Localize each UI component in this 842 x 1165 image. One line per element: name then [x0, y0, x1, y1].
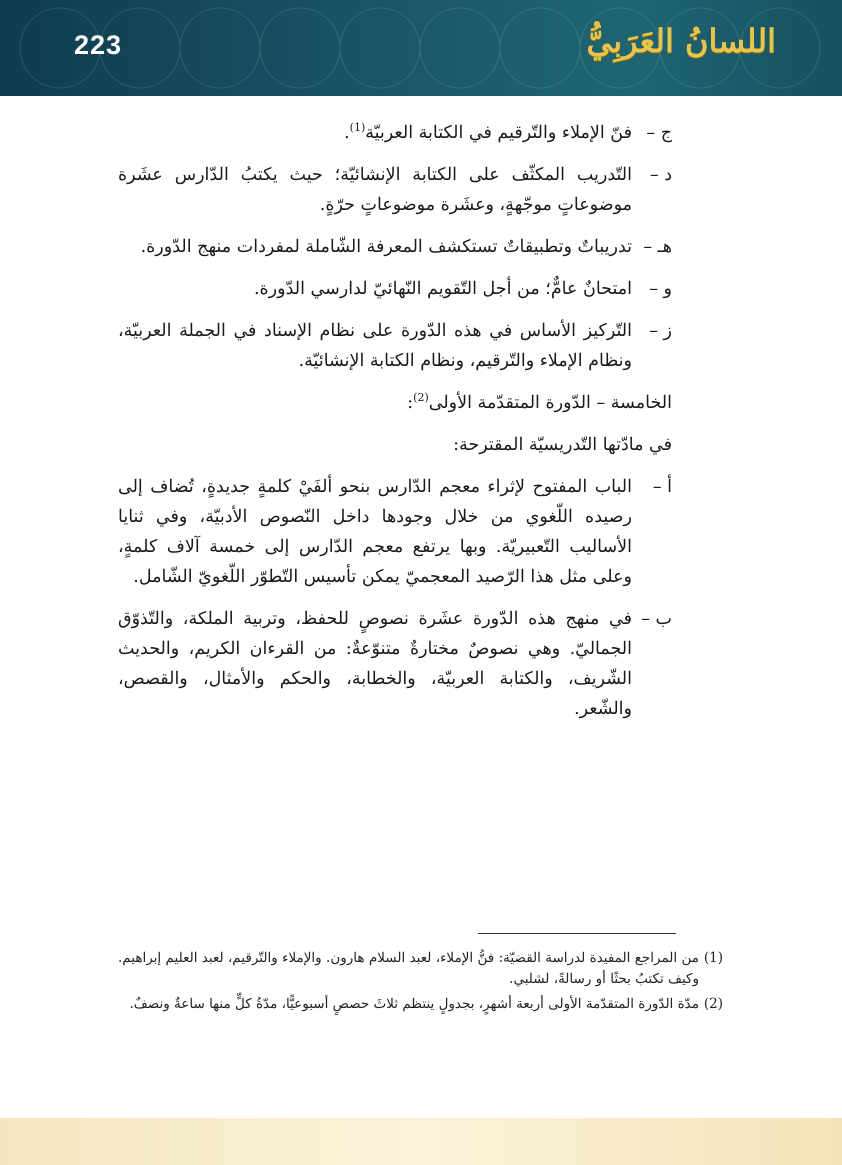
list-item — [118, 160, 672, 220]
item-text: في منهج هذه الدّورة عشَرة نصوصٍ للحفظ، وتربية الملكة، والتّذوّق الجماليّ. وهي نصوصٌ مختارةٌ متنوّعةٌ: من القرءان الكريم، والحديث الشّريف، والكتابة العربيّة، والخطابة، والحكم والأمثال، والقصص، والشّعر. — [118, 609, 632, 719]
footnote-marker: (1) — [703, 950, 723, 966]
list-item — [118, 274, 672, 304]
item-text: التّركيز الأساس في هذه الدّورة على نظام الإسناد في الجملة العربيّة، ونظام الإملاء والتّرقيم، ونظام الكتابة الإنشائيّة. — [118, 321, 632, 371]
item-text: امتحانٌ عامٌّ؛ من أجل التّقويم النّهائيّ لدارسي الدّورة. — [253, 279, 632, 299]
item-text: التّدريب المكثّف على الكتابة الإنشائيّة؛ حيث يكتبُ الدّارس عشَرة موضوعاتٍ موجّهةٍ، وعشَرة موضوعاتٍ حرّةٍ. — [118, 165, 632, 215]
item-marker: هـ – — [643, 237, 672, 257]
footnote-ref[interactable]: (1) — [349, 121, 366, 135]
list-item — [118, 118, 672, 148]
item-tail: . — [344, 123, 350, 143]
item-marker: ز – — [649, 321, 672, 341]
list-item — [118, 316, 672, 376]
item-text: تدريباتٌ وتطبيقاتٌ تستكشف المعرفة الشّاملة لمفردات منهج الدّورة. — [140, 237, 632, 257]
footnote-divider — [478, 933, 676, 934]
section-heading-tail: : — [407, 393, 414, 413]
list-item — [118, 472, 672, 592]
footnote-text: من المراجع المفيدة لدراسة القضيّة: فنُّ الإملاء، لعبد السلام هارون. والإملاء والتّرقيم، لعبد العليم إبراهيم. وكيف تكتبُ بحثًا أو رسالةً، لشلبي. — [118, 950, 699, 987]
footnote — [118, 994, 723, 1015]
section-intro: في مادّتها التّدريسيّة المقترحة: — [453, 435, 672, 455]
item-text: الباب المفتوح لإثراء معجم الدّارس بنحو ألفَيْ كلمةٍ جديدةٍ، تُضاف إلى رصيده اللّغوي من خلال وجودها داخل النّصوص الأدبيّة، وفي ثنايا الأساليب التّعبيريّة. وبها يرتفع معجم الدّارس إلى خمسة آلاف كلمةٍ، وعلى مثل هذا الرّصيد المعجميّ يمكن تأسيس التّطوّر اللّغويّ الشّامل. — [118, 477, 632, 587]
magazine-logo: اللسانُ العَرَبِيُّ — [586, 22, 776, 60]
footnotes — [118, 948, 723, 1019]
footnote — [118, 948, 723, 990]
item-text: فنّ الإملاء والتّرقيم في الكتابة العربيّة — [365, 123, 632, 143]
bottom-decorative-band — [0, 1118, 842, 1165]
footnote-ref[interactable]: (2) — [413, 391, 429, 405]
footnote-text: مدّة الدّورة المتقدّمة الأولى أربعة أشهرٍ، بجدولٍ ينتظم ثلاثَ حصصٍ أسبوعيًّا، مدّةُ كلٍّ منها ساعةٌ ونصفٌ. — [129, 996, 699, 1012]
page-number: 223 — [74, 30, 123, 60]
footnote-marker: (2) — [703, 996, 723, 1012]
article-body — [118, 118, 672, 736]
section-heading-text: الخامسة – الدّورة المتقدّمة الأولى — [428, 393, 672, 413]
page-header — [0, 0, 842, 96]
item-marker: ب – — [641, 609, 672, 629]
item-marker: د – — [649, 165, 672, 185]
item-marker: ج – — [646, 123, 672, 143]
item-marker: و – — [649, 279, 672, 299]
section-heading — [118, 388, 672, 418]
list-item — [118, 604, 672, 724]
item-marker: أ – — [652, 477, 672, 497]
list-item — [118, 232, 672, 262]
